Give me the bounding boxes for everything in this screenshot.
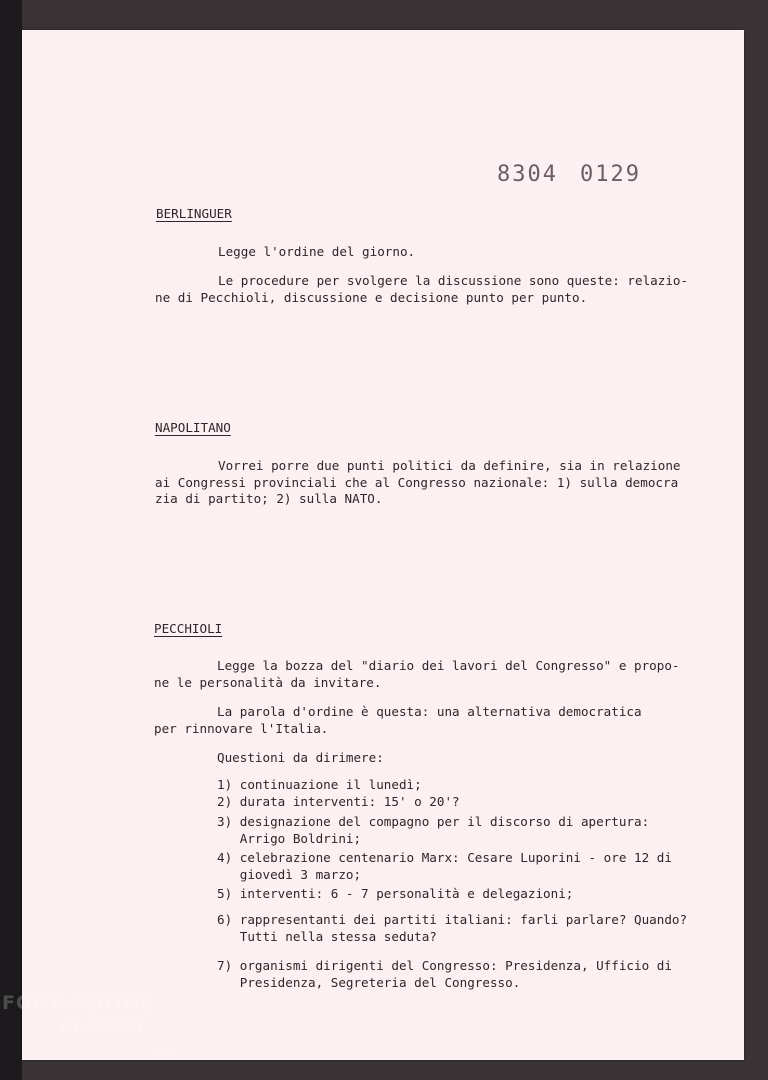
list-item: 1) continuazione il lunedì; bbox=[217, 777, 422, 792]
document-number bbox=[497, 162, 663, 187]
scanner-edge bbox=[0, 0, 22, 1080]
watermark-logo-sub: GRAMSCI bbox=[60, 1018, 143, 1037]
watermark-logo: FONDAZIONE bbox=[2, 992, 154, 1014]
speaker-heading-berlinguer: BERLINGUER bbox=[156, 206, 232, 221]
list-item: 2) durata interventi: 15' o 20'? bbox=[217, 794, 460, 809]
list-item: 4) celebrazione centenario Marx: Cesare Luporini - ore 12 di giovedì 3 marzo; bbox=[217, 850, 672, 882]
paragraph-indented: Legge la bozza del "diario dei lavori del Congresso" e propo- ne le personalità da invitare. bbox=[154, 658, 680, 690]
document-page bbox=[22, 30, 744, 1060]
watermark-logo-tag: onlus bbox=[150, 1047, 175, 1057]
paragraph: Legge l'ordine del giorno. bbox=[218, 244, 416, 259]
list-item: 3) designazione del compagno per il discorso di apertura: Arrigo Boldrini; bbox=[217, 814, 650, 846]
paragraph-indented: La parola d'ordine è questa: una alternativa democratica per rinnovare l'Italia. bbox=[154, 704, 642, 736]
paragraph-indented: Vorrei porre due punti politici da definire, sia in relazione ai Congressi provinciali che al Congresso nazionale: 1) sulla democra zia di partito; 2) sulla NATO. bbox=[155, 458, 681, 506]
list-item: 6) rappresentanti dei partiti italiani: farli parlare? Quando? Tutti nella stessa seduta? bbox=[217, 912, 688, 944]
paragraph-indented: Le procedure per svolgere la discussione sono queste: relazio- ne di Pecchioli, discussione e decisione punto per punto. bbox=[155, 273, 689, 305]
doc-number-part-1: 8304 bbox=[497, 162, 558, 187]
speaker-heading-napolitano: NAPOLITANO bbox=[155, 420, 231, 435]
list-item: 5) interventi: 6 - 7 personalità e delegazioni; bbox=[217, 886, 574, 901]
doc-number-part-2: 0129 bbox=[579, 162, 641, 187]
list-item: 7) organismi dirigenti del Congresso: Presidenza, Ufficio di Presidenza, Segreteria del Congresso. bbox=[217, 958, 672, 990]
paragraph: Questioni da dirimere: bbox=[217, 750, 384, 765]
speaker-heading-pecchioli: PECCHIOLI bbox=[154, 621, 223, 636]
